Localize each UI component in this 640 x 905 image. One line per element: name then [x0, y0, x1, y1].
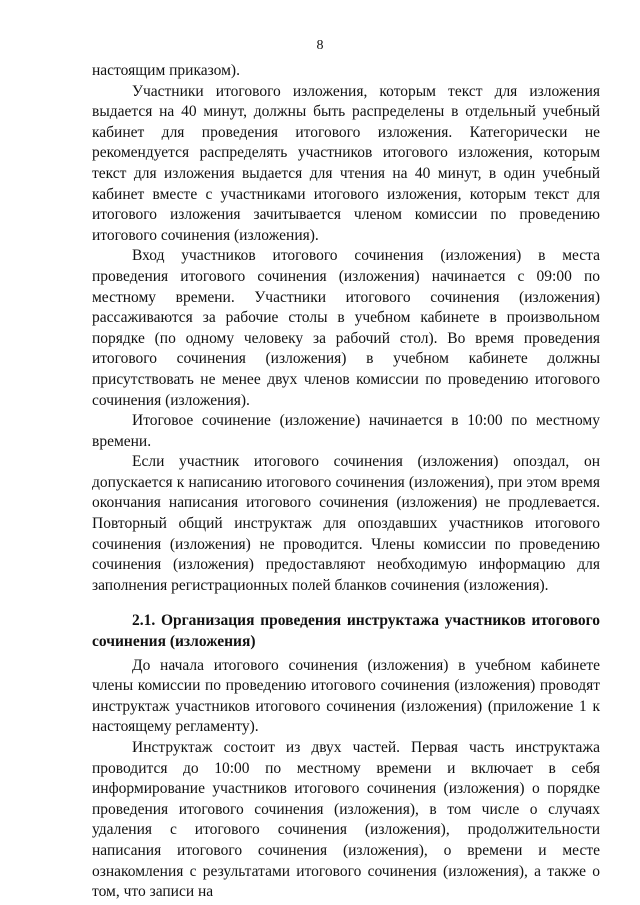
paragraph-briefing-intro: До начала итогового сочинения (изложения) в учебном кабинете члены комиссии по проведению итогового сочинения (изложения) проводят инструктаж участников итогового сочинения (изложения) (приложение 1 к настоящему регламенту).: [92, 656, 600, 736]
section-heading: 2.1. Организация проведения инструктажа участников итогового сочинения (изложения): [92, 612, 600, 651]
page-number: 8: [316, 38, 324, 53]
paragraph-continuation: настоящим приказом).: [92, 62, 240, 79]
paragraph-briefing-parts: Инструктаж состоит из двух частей. Первая часть инструктажа проводится до 10:00 по местному времени и включает в себя информирование участников итогового сочинения (изложения) о порядке проведения итогового сочинения (изложения), в том числе о случаях удаления с итогового сочинения (изложения), продолжительности написания итогового сочинения (изложения), о времени и месте ознакомления с результатами итогового сочинения (изложения), а также о том, что записи на: [92, 739, 600, 901]
paragraph-start-time: Итоговое сочинение (изложение) начинается в 10:00 по местному времени.: [92, 412, 600, 450]
paragraph-separate-room: Участники итогового изложения, которым текст для изложения выдается на 40 минут, должны быть распределены в отдельный учебный кабинет для проведения итогового изложения. Категорически не рекомендуется распределять участников итогового изложения, которым текст для изложения выдается для чтения на 40 минут, в один учебный кабинет вместе с участниками итогового изложения, которым текст для итогового изложения зачитывается членом комиссии по проведению итогового сочинения (изложения).: [92, 82, 600, 244]
document-body: [92, 61, 600, 903]
paragraph-late-arrival: Если участник итогового сочинения (изложения) опоздал, он допускается к написанию итогового сочинения (изложения), при этом время окончания написания итогового сочинения (изложения) не продлевается. Повторный общий инструктаж для опоздавших участников итогового сочинения (изложения) не проводится. Члены комиссии по проведению сочинения (изложения) предоставляют необходимую информацию для заполнения регистрационных полей бланков сочинения (изложения).: [92, 453, 600, 594]
paragraph-entry-time: Вход участников итогового сочинения (изложения) в места проведения итогового сочинения (изложения) начинается с 09:00 по местному времени. Участники итогового сочинения (изложения) рассаживаются за рабочие столы в учебном кабинете в произвольном порядке (по одному человеку за рабочий стол). Во время проведения итогового сочинения (изложения) в учебном кабинете должны присутствовать не менее двух членов комиссии по проведению итогового сочинения (изложения).: [92, 247, 600, 409]
